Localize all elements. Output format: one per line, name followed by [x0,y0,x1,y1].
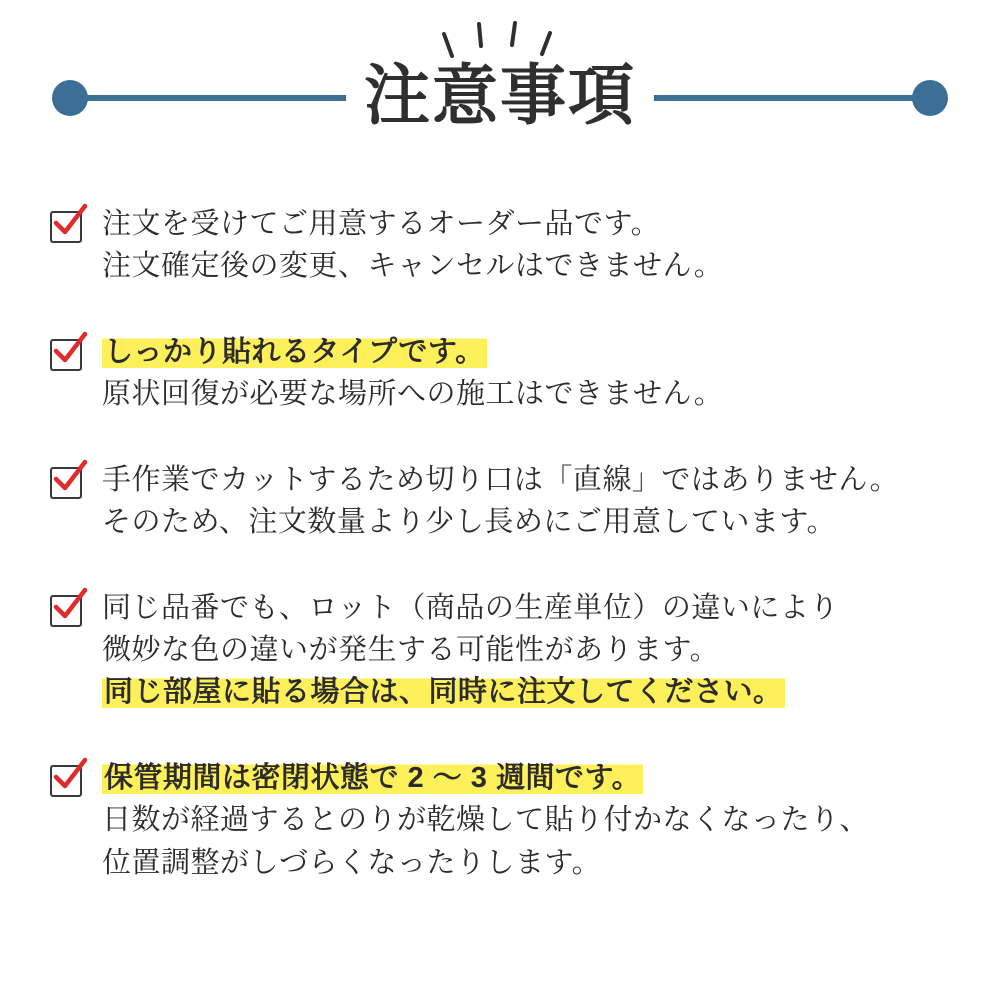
note-line: 日数が経過するとのりが乾燥して貼り付かなくなったり、 [102,804,870,837]
checkbox-checked-icon [48,591,86,629]
checkbox-checked-icon [48,335,86,373]
note-line: そのため、注文数量より少し長めにご用意しています。 [102,506,837,539]
list-item [0,203,1000,287]
title-dot-left [52,80,88,116]
highlighted-text: しっかり貼れるタイプです。 [104,336,485,369]
page-title: 注意事項 [364,58,636,132]
title-rule-left [56,95,346,101]
highlighted-text: 保管期間は密閉状態で 2 ～ 3 週間です。 [104,762,642,795]
list-item [0,587,1000,713]
note-line: 原状回復が必要な場所への施工はできません。 [102,378,724,411]
note-line: 同じ品番でも、ロット（商品の生産単位）の違いにより [102,592,839,625]
title-row [0,58,1000,134]
note-text [102,757,970,883]
note-line [102,671,970,713]
note-line [102,331,970,373]
note-line: 手作業でカットするため切り口は「直線」ではありません。 [102,464,900,497]
notice-list [0,175,1000,884]
note-line [102,757,970,799]
list-item [0,757,1000,883]
highlighted-text: 同じ部屋に貼る場合は、同時に注文してください。 [104,676,783,709]
checkbox-checked-icon [48,761,86,799]
checkbox-checked-icon [48,207,86,245]
page-header [0,0,1000,175]
note-line: 微妙な色の違いが発生する可能性があります。 [102,634,720,667]
title-dot-right [912,80,948,116]
note-line: 位置調整がしづらくなったりします。 [102,846,602,879]
note-text [102,587,970,713]
note-text [102,203,970,287]
note-line: 注文確定後の変更、キャンセルはできません。 [102,250,724,283]
list-item [0,331,1000,415]
note-text [102,331,970,415]
note-text [102,459,970,543]
list-item [0,459,1000,543]
note-line: 注文を受けてご用意するオーダー品です。 [102,208,661,240]
title-rule-right [654,95,944,101]
checkbox-checked-icon [48,463,86,501]
